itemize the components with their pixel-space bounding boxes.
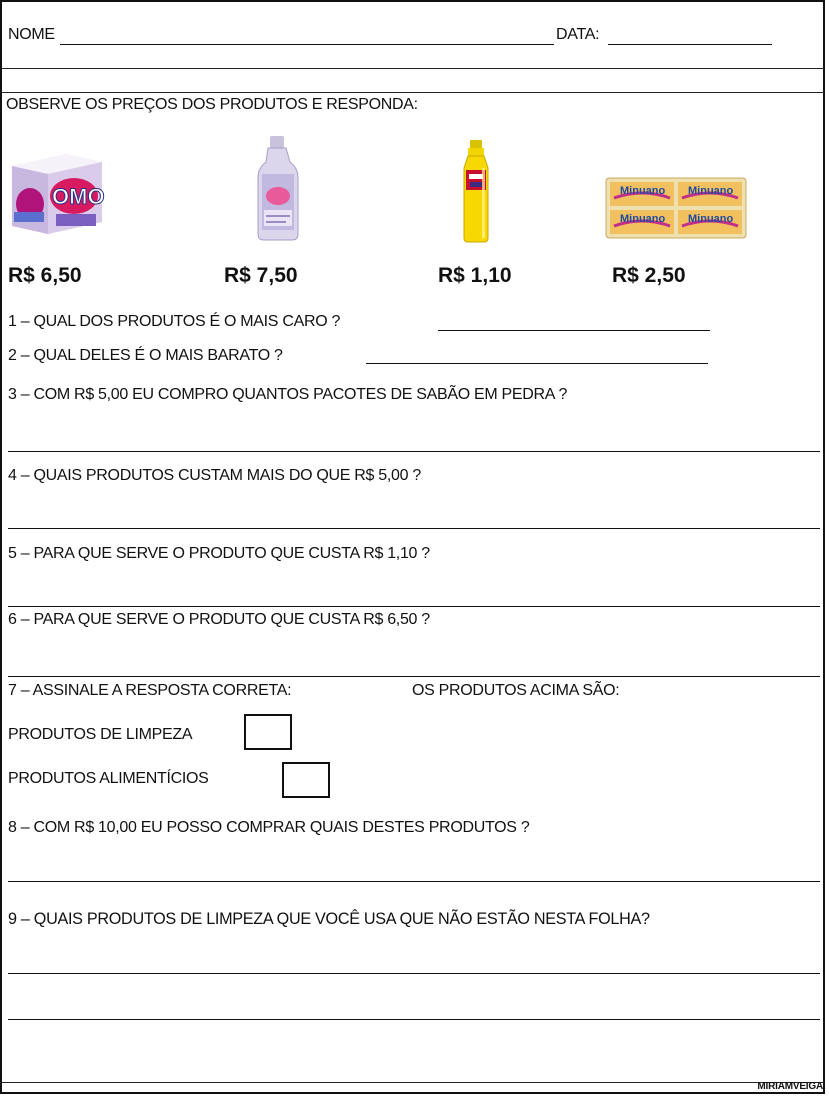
question-2-text: 2 – QUAL DELES É O MAIS BARATO ? (8, 347, 283, 364)
question-5-text: 5 – PARA QUE SERVE O PRODUTO QUE CUSTA R$ 1,10 ? (8, 545, 430, 562)
question-3-answer-line[interactable] (8, 451, 820, 452)
question-7-subtext: OS PRODUTOS ACIMA SÃO: (412, 682, 620, 699)
price-label: R$ 1,10 (438, 264, 512, 287)
question-6-text: 6 – PARA QUE SERVE O PRODUTO QUE CUSTA R$ 6,50 ? (8, 611, 430, 628)
svg-text:Minuano: Minuano (620, 185, 666, 197)
bar-soap-pack-icon (604, 174, 748, 242)
footer-divider (2, 1082, 824, 1083)
question-5-answer-line[interactable] (8, 606, 820, 607)
price-label: R$ 7,50 (224, 264, 298, 287)
question-8-answer-line[interactable] (8, 881, 820, 882)
question-9-answer-line-2[interactable] (8, 1019, 820, 1020)
svg-text:Minuano: Minuano (688, 185, 734, 197)
question-9-answer-line-1[interactable] (8, 973, 820, 974)
svg-text:OMO: OMO (52, 184, 105, 209)
name-answer-line[interactable] (60, 44, 554, 45)
header-divider-bottom (2, 92, 824, 93)
question-8-text: 8 – COM R$ 10,00 EU POSSO COMPRAR QUAIS DESTES PRODUTOS ? (8, 819, 530, 836)
option-cleaning-products-label: PRODUTOS DE LIMPEZA (8, 726, 193, 743)
instruction-text: OBSERVE OS PREÇOS DOS PRODUTOS E RESPONDA: (6, 96, 418, 113)
price-label: R$ 6,50 (8, 264, 82, 287)
question-1-text: 1 – QUAL DOS PRODUTOS É O MAIS CARO ? (8, 313, 341, 330)
option-food-products-checkbox[interactable] (282, 762, 330, 798)
question-7-text: 7 – ASSINALE A RESPOSTA CORRETA: (8, 682, 292, 699)
option-cleaning-products-checkbox[interactable] (244, 714, 292, 750)
question-4-answer-line[interactable] (8, 528, 820, 529)
question-1-answer-line[interactable] (438, 330, 710, 331)
bleach-bottle-icon (256, 134, 300, 242)
question-2-answer-line[interactable] (366, 363, 708, 364)
svg-text:Minuano: Minuano (688, 213, 734, 225)
question-4-text: 4 – QUAIS PRODUTOS CUSTAM MAIS DO QUE R$ 5,00 ? (8, 467, 421, 484)
question-3-text: 3 – COM R$ 5,00 EU COMPRO QUANTOS PACOTES DE SABÃO EM PEDRA ? (8, 386, 568, 403)
date-answer-line[interactable] (608, 44, 772, 45)
date-label: DATA: (556, 26, 600, 43)
dish-soap-bottle-icon (460, 138, 492, 244)
detergent-box-icon (6, 152, 106, 236)
svg-text:Minuano: Minuano (620, 213, 666, 225)
name-label: NOME (8, 26, 55, 43)
header-divider-top (2, 68, 824, 69)
option-food-products-label: PRODUTOS ALIMENTÍCIOS (8, 770, 209, 787)
author-credit: MIRIAMVEIGA (757, 1081, 823, 1092)
question-6-answer-line[interactable] (8, 676, 820, 677)
price-label: R$ 2,50 (612, 264, 686, 287)
question-9-text: 9 – QUAIS PRODUTOS DE LIMPEZA QUE VOCÊ USA QUE NÃO ESTÃO NESTA FOLHA? (8, 910, 650, 928)
